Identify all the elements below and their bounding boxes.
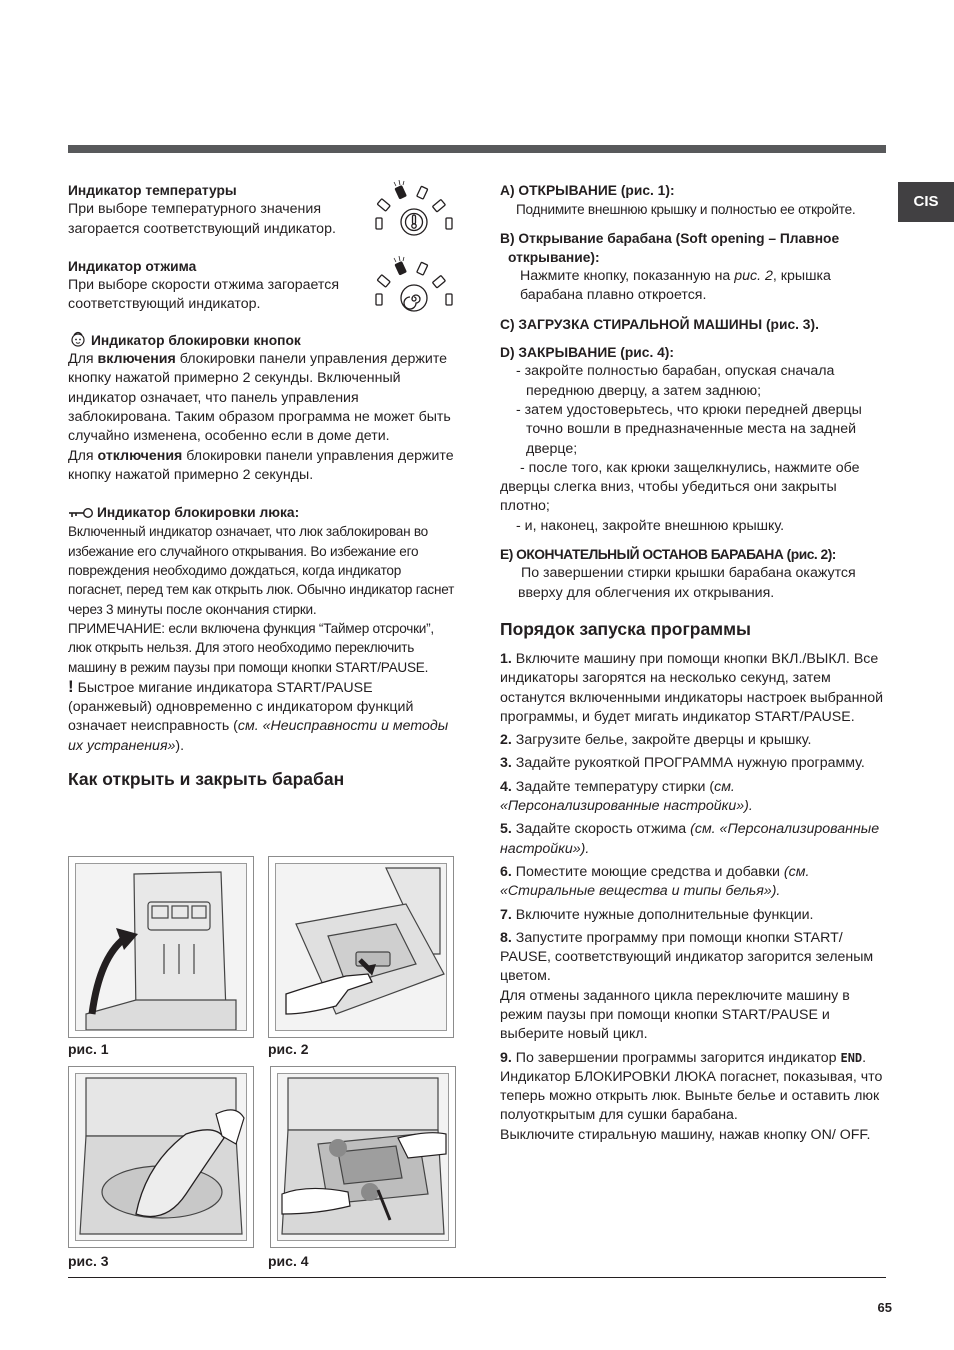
temp-indicator-title: Индикатор температуры	[68, 183, 237, 198]
spin-indicator-title: Индикатор отжима	[68, 258, 197, 274]
section-e-title: E) ОКОНЧАТЕЛЬНЫЙ ОСТАНОВ БАРАБАНА (рис. 2):	[500, 547, 836, 563]
figure-1	[68, 856, 254, 1038]
step-number: 1.	[500, 650, 512, 667]
keylock-title-row	[68, 331, 458, 350]
step-9-extra: Выключите стиральную машину, нажав кнопку ON/ OFF.	[500, 1126, 871, 1143]
doorlock-note: ПРИМЕЧАНИЕ: если включена функция “Таймер отсрочки”, люк открыть нельзя. Для этого необходимо переключить машину в режим паузы при помощи кнопки START/PAUSE.	[68, 620, 434, 675]
spin-indicator-icon	[370, 256, 460, 320]
step-1	[500, 650, 892, 727]
child-lock-icon	[68, 331, 88, 347]
washer-lid-open-illustration	[76, 864, 246, 1030]
keylock-section	[68, 331, 458, 485]
start-program-heading: Порядок запуска программы	[500, 618, 752, 639]
step-text-2: . Индикатор БЛОКИРОВКИ ЛЮКА погаснет, показывая, что теперь можно открыть люк. Выньте белье и оставить люк полуоткрытым для сушки барабана.	[500, 1049, 883, 1124]
section-b-text-c: , крышка барабана плавно откроется.	[520, 268, 831, 304]
page-number: 65	[877, 1300, 892, 1315]
step-4	[500, 778, 892, 817]
warning-text-italic: см. «Неисправности и методы их устранения»	[68, 718, 449, 754]
doorlock-section	[68, 503, 458, 756]
section-a-text: Поднимите внешнюю крышку и полностью ее откройте.	[516, 202, 856, 218]
figure-3	[68, 1066, 254, 1248]
step-text: Включите машину при помощи кнопки ВКЛ./ВЫКЛ. Все индикаторы загорятся на несколько секунд, затем останутся включенными индикаторы настроек выбранной программы, и будет мигать индикатор START/PAUSE.	[500, 650, 884, 725]
step-number: 3.	[500, 755, 512, 772]
footer-rule	[68, 1277, 886, 1278]
step-9	[500, 1049, 892, 1145]
step-text: Задайте температуру стирки (	[511, 778, 715, 795]
step-italic: (см. «Персонализированные настройки»).	[500, 821, 880, 857]
spin-indicator-text: При выборе скорости отжима загорается соответствующий индикатор.	[68, 277, 340, 313]
section-e-text: По завершении стирки крышки барабана окажутся вверху для облегчения их открывания.	[518, 565, 856, 601]
list-item: - после того, как крюки защелкнулись, нажмите обе дверцы слегка вниз, чтобы убедиться они закрыты плотно;	[500, 459, 860, 515]
keylock-p1-a: Для	[68, 351, 98, 368]
section-a-title: A) ОТКРЫВАНИЕ (рис. 1):	[500, 183, 675, 198]
step-8-main	[500, 929, 892, 987]
step-2	[500, 731, 892, 750]
step-text: Поместите моющие средства и добавки	[511, 863, 784, 880]
figure-4	[270, 1066, 456, 1248]
keylock-paragraph-2	[68, 447, 458, 486]
step-number: 8.	[500, 929, 512, 946]
section-c-title: C) ЗАГРУЗКА СТИРАЛЬНОЙ МАШИНЫ (рис. 3).	[500, 316, 819, 332]
keylock-p2-c: блокировки панели управления держите кнопку нажатой примерно 2 секунды.	[68, 447, 454, 483]
keylock-p1-c: блокировки панели управления держите кнопку нажатой примерно 2 секунды. Включенный индикатор означает, что панель управления заблокирована. Таким образом программа не может быть случайно изменена, особенно если в доме дети.	[68, 351, 451, 445]
figure-1-caption: рис. 1	[68, 1041, 109, 1057]
step-5	[500, 820, 892, 859]
keylock-p2-bold: отключения	[97, 447, 183, 464]
step-6	[500, 863, 892, 902]
step-7	[500, 906, 892, 925]
figure-2	[268, 856, 454, 1038]
right-column	[500, 181, 892, 1149]
figure-3-caption: рис. 3	[68, 1253, 109, 1269]
warning-text-a: Быстрое мигание индикатора START/PAUSE (оранжевый) одновременно с индикатором функций означает неисправность (	[68, 679, 414, 735]
language-tab: CIS	[898, 182, 954, 222]
step-text: Задайте скорость отжима	[511, 821, 691, 838]
figure-2-caption: рис. 2	[268, 1041, 309, 1057]
start-steps	[500, 650, 892, 1145]
doorlock-text: Включенный индикатор означает, что люк заблокирован во избежание его случайного открывания. Во избежание его повреждения необходимо дождаться, когда индикатор погаснет, перед тем как открыть люк. Обычно индикатор гаснет через 3 минуты после окончания стирки.	[68, 524, 455, 617]
list-item: - и, наконец, закройте внешнюю крышку.	[516, 517, 785, 534]
section-d-list	[500, 362, 892, 536]
step-text: Загрузите белье, закройте дверцы и крышку.	[511, 732, 812, 749]
drum-button-illustration	[276, 864, 446, 1030]
doorlock-warning	[68, 677, 458, 756]
step-number: 4.	[500, 778, 512, 795]
keylock-paragraph-1	[68, 350, 458, 446]
step-number: 7.	[500, 906, 512, 923]
temperature-indicator-icon	[370, 180, 460, 244]
drum-heading: Как открыть и закрыть барабан	[68, 769, 345, 790]
step-text: Задайте рукояткой ПРОГРАММА нужную программу.	[511, 755, 865, 772]
step-number: 6.	[500, 863, 512, 880]
section-b-title: B) Открывание барабана (Soft opening – Плавное открывание):	[500, 230, 840, 265]
step-number: 2.	[500, 732, 512, 749]
step-italic: см. «Персонализированные настройки»).	[500, 778, 753, 815]
step-8-extra: Для отмены заданного цикла переключите машину в режим паузы при помощи кнопки START/PAUSE и выберите новый цикл.	[500, 987, 850, 1043]
temp-indicator-text: При выборе температурного значения загорается соответствующий индикатор.	[68, 201, 336, 237]
doorlock-title: Индикатор блокировки люка:	[97, 505, 300, 521]
step-italic: (см. «Стиральные вещества и типы белья»).	[500, 863, 810, 900]
step-text: Включите нужные дополнительные функции.	[511, 906, 814, 923]
step-number: 5.	[500, 821, 512, 838]
list-item: - затем удостоверьтесь, что крюки передней дверцы точно вошли в предназначенные места на задней дверце;	[516, 401, 862, 457]
step-8	[500, 929, 892, 1045]
section-b-text-italic: рис. 2	[734, 268, 773, 285]
section-b-text	[500, 267, 892, 306]
keylock-title: Индикатор блокировки кнопок	[91, 332, 301, 348]
step-number: 9.	[500, 1049, 512, 1066]
section-b-text-a: Нажмите кнопку, показанную на	[520, 268, 735, 285]
closing-drum-illustration	[278, 1074, 448, 1240]
key-icon	[68, 507, 94, 519]
keylock-p2-a: Для	[68, 447, 98, 464]
list-item: - закройте полностью барабан, опуская сначала переднюю дверцу, а затем заднюю;	[516, 363, 835, 399]
keylock-p1-bold: включения	[97, 351, 176, 368]
doorlock-title-row	[68, 503, 458, 522]
section-d-title: D) ЗАКРЫВАНИЕ (рис. 4):	[500, 345, 674, 361]
warning-text-c: ).	[175, 737, 185, 754]
warning-icon: !	[68, 676, 74, 696]
step-3	[500, 754, 892, 773]
end-indicator-label: END	[840, 1050, 863, 1065]
step-text: Запустите программу при помощи кнопки START/ PAUSE, соответствующий индикатор загорится зеленым цветом.	[500, 929, 874, 985]
figure-4-caption: рис. 4	[268, 1253, 309, 1269]
step-text: По завершении программы загорится индикатор	[511, 1049, 841, 1066]
loading-laundry-illustration	[76, 1074, 246, 1240]
step-9-main	[500, 1049, 892, 1126]
header-rule	[68, 145, 886, 153]
